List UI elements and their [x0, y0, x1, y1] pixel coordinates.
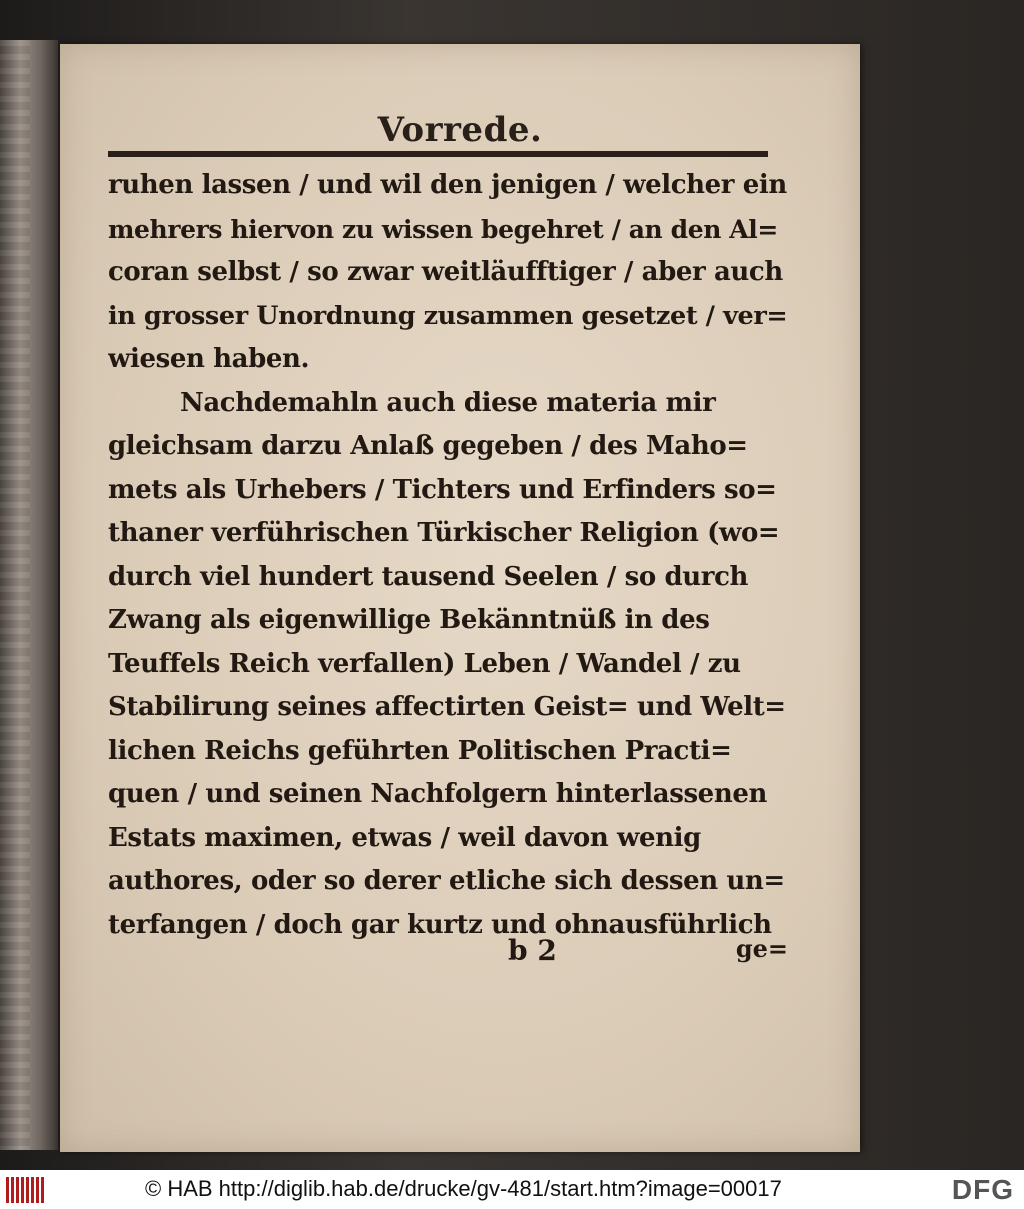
text-line: wiesen haben.	[108, 344, 310, 374]
text-line: gleichsam darzu Anlaß gegeben / des Maho=	[108, 431, 748, 461]
page-edges	[0, 40, 30, 1150]
text-line: Stabilirung seines affectirten Geist= und Welt=	[108, 692, 786, 722]
text-line: in grosser Unordnung zusammen gesetzet / ver=	[108, 300, 788, 331]
text-line: mets als Urhebers / Tichters und Erfinders so=	[108, 474, 777, 505]
text-line: Zwang als eigenwillige Bekänntnüß in des	[108, 605, 710, 635]
text-line: authores, oder so derer etliche sich dessen un=	[108, 866, 785, 896]
text-line: durch viel hundert tausend Seelen / so durch	[108, 561, 749, 592]
catchword: ge=	[735, 934, 788, 963]
text-line: coran selbst / so zwar weitläufftiger / aber auch	[108, 257, 783, 287]
text-line: thaner verführischen Türkischer Religion (wo=	[108, 518, 780, 548]
text-line: quen / und seinen Nachfolgern hinterlassenen	[108, 779, 767, 809]
signature-mark: b 2	[508, 934, 557, 967]
citation-link[interactable]: © HAB http://diglib.hab.de/drucke/gv-481/start.htm?image=00017	[145, 1176, 782, 1201]
head-rule	[108, 151, 768, 157]
footer-bar	[0, 1170, 1024, 1209]
running-head: Vorrede.	[377, 110, 543, 150]
page-foot	[108, 934, 788, 978]
hab-logo-icon	[6, 1177, 46, 1203]
text-line: Teuffels Reich verfallen) Leben / Wandel / zu	[108, 648, 741, 679]
page-text	[108, 164, 788, 947]
text-line: lichen Reichs geführten Politischen Practi=	[108, 735, 732, 766]
book-page	[60, 44, 860, 1152]
dfg-logo: DFG	[951, 1174, 1014, 1205]
text-line: terfangen / doch gar kurtz und ohnausführlich	[108, 909, 772, 940]
text-line: Nachdemahln auch diese materia mir	[180, 387, 716, 418]
text-line: ruhen lassen / und wil den jenigen / welcher ein	[108, 170, 787, 200]
text-line: mehrers hiervon zu wissen begehret / an den Al=	[108, 214, 778, 244]
text-line: Estats maximen, etwas / weil davon wenig	[108, 822, 701, 853]
